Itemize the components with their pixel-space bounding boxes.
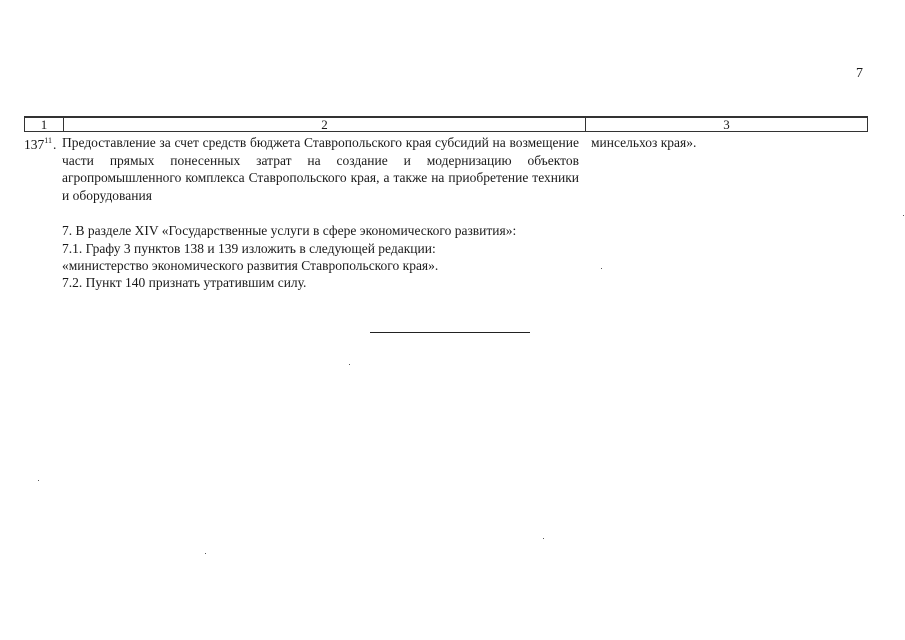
scan-speck: [543, 538, 544, 539]
scan-speck: [38, 480, 39, 481]
end-rule: [370, 332, 530, 333]
table-header-col-2: 2: [64, 118, 586, 131]
row-number-main: 137: [24, 137, 45, 152]
page-number: 7: [856, 66, 863, 81]
scan-speck: [349, 364, 350, 365]
row-number: [24, 133, 56, 153]
row-number-suffix: .: [52, 137, 57, 152]
scan-speck: [205, 553, 206, 554]
row-description: Предоставление за счет средств бюджета Ставропольского края субсидий на возмещение части прямых понесенных затрат на создание и модернизацию объектов агропромышленного комплекса Ставропольского края, а также на приобретение техники и оборудования: [62, 135, 579, 203]
paragraph-7-2: 7.2. Пункт 140 признать утратившим силу.: [62, 275, 307, 290]
paragraph-7: 7. В разделе XIV «Государственные услуги в сфере экономического развития»:: [62, 223, 517, 238]
scan-speck: [903, 215, 904, 216]
table-header-col-3: 3: [723, 117, 730, 132]
paragraph-7-1-quote: «министерство экономического развития Ставропольского края».: [62, 258, 439, 273]
scan-speck: [601, 268, 602, 269]
paragraph-7-1: 7.1. Графу 3 пунктов 138 и 139 изложить в следующей редакции:: [62, 241, 436, 256]
row-number-superscript: 11: [44, 136, 52, 145]
row-ministry: минсельхоз края».: [591, 135, 697, 150]
table-header-col-1: 1: [25, 118, 64, 131]
table-header-row: [24, 116, 868, 132]
